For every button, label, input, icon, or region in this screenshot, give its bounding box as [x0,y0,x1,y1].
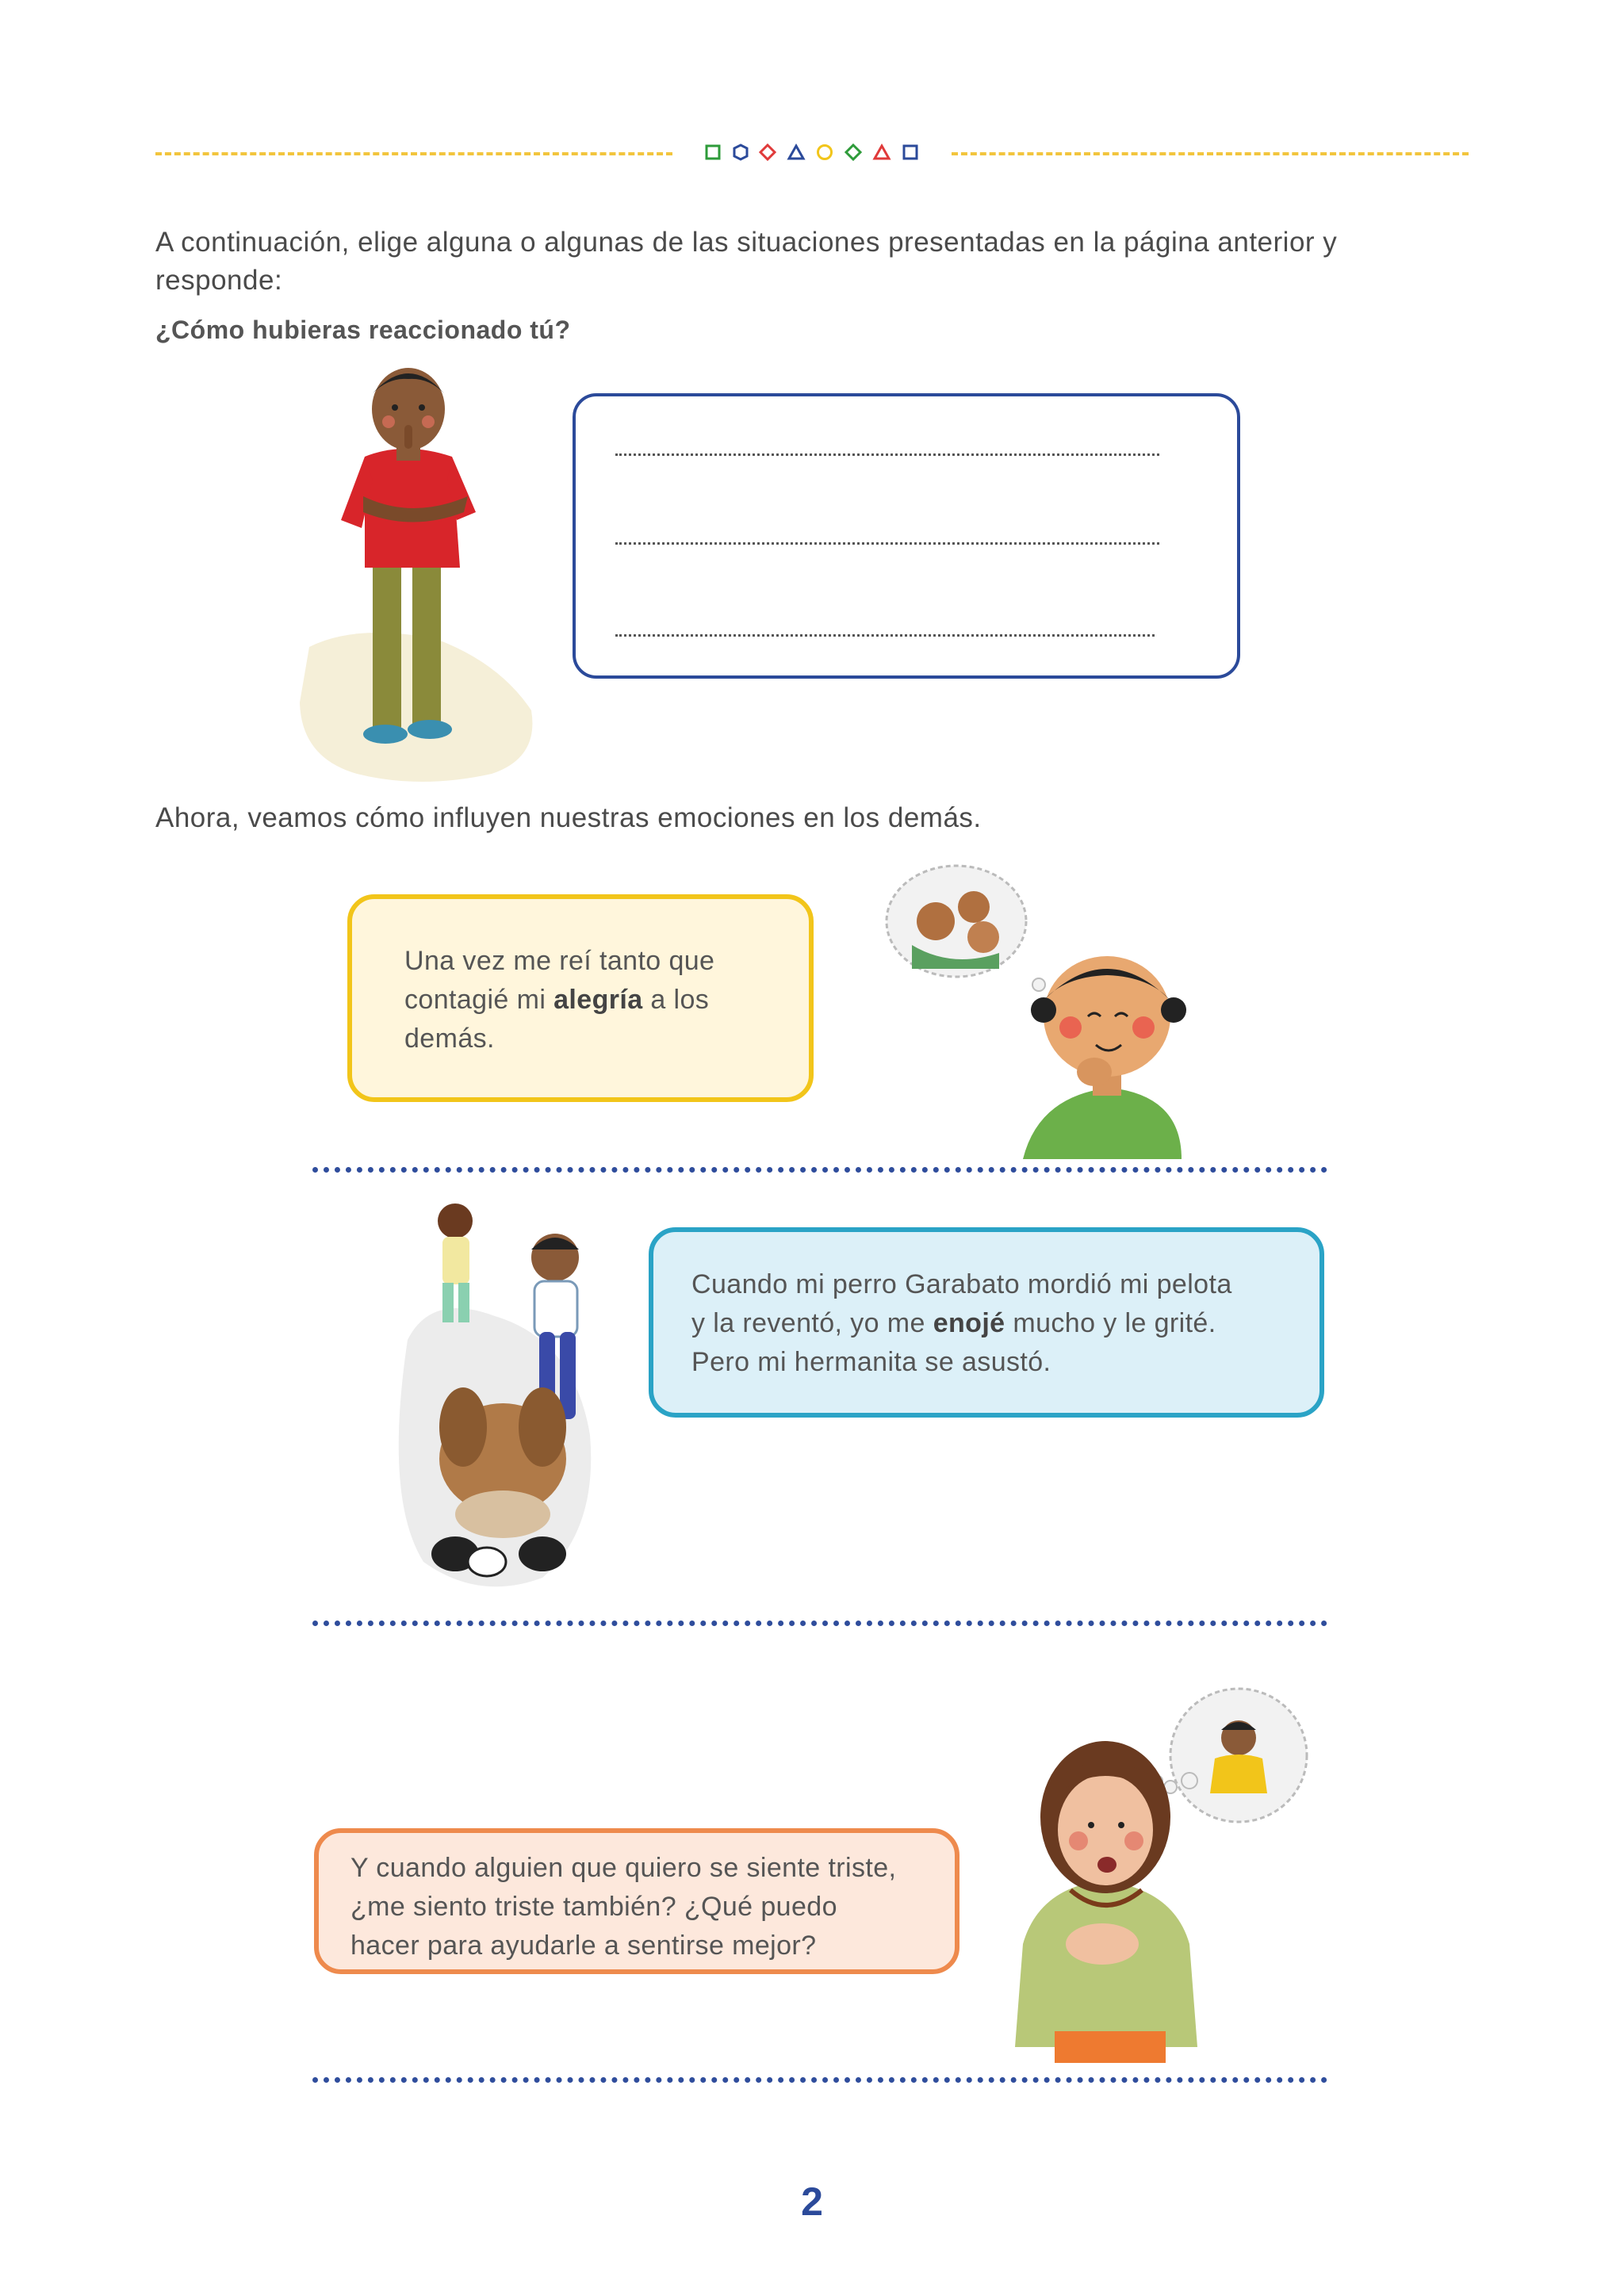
anger-line-2-end: mucho y le grité. [1005,1308,1216,1338]
answer-line-2[interactable] [615,542,1159,545]
intro-line-1: A continuación, elige alguna o algunas de las situaciones presentadas en la página anterior y [155,227,1338,258]
anger-line-1: Cuando mi perro Garabato mordió mi pelota [691,1269,1232,1299]
joy-line-1: Una vez me reí tanto que [404,946,715,976]
sad-girl-illustration [959,1682,1308,2063]
answer-box[interactable] [573,393,1240,679]
anger-line-3: Pero mi hermanita se asustó. [691,1347,1051,1377]
question-heading: ¿Cómo hubieras reaccionado tú? [155,316,571,344]
answer-line-3[interactable] [615,634,1155,637]
anger-line-2-text: y la reventó, yo me [691,1308,933,1338]
intro-line-2: responde: [155,265,283,296]
answer-line-1[interactable] [615,453,1159,456]
sad-line-1: Y cuando alguien que quiero se siente triste, [350,1853,897,1883]
transition-text: Ahora, veamos cómo influyen nuestras emociones en los demás. [155,802,982,833]
joy-line-2-text: contagié mi [404,985,554,1015]
speech-bubble-joy [347,894,814,1102]
page-number: 2 [801,2179,823,2224]
section-separator-1 [312,1167,1327,1173]
header-dash-left [155,152,672,155]
header-dash-right [952,152,1469,155]
joy-emotion-word: alegría [553,985,643,1015]
section-separator-3 [312,2077,1327,2083]
boy-and-dog-illustration [384,1197,622,1594]
anger-line-2 [691,1304,1283,1343]
anger-emotion-word: enojé [933,1308,1005,1338]
joy-line-3: demás. [404,1024,495,1054]
sad-line-3: hacer para ayudarle a sentirse mejor? [350,1931,817,1961]
header-shapes-icon [704,141,920,165]
section-separator-2 [312,1621,1327,1626]
speech-bubble-sadness [314,1828,959,1974]
joy-line-2-end: a los [642,985,710,1015]
joy-line-2 [404,981,761,1020]
speech-bubble-anger [649,1227,1324,1418]
happy-girl-illustration [880,858,1197,1159]
sad-line-2: ¿me siento triste también? ¿Qué puedo [350,1892,837,1922]
thinking-boy-illustration [293,362,547,790]
